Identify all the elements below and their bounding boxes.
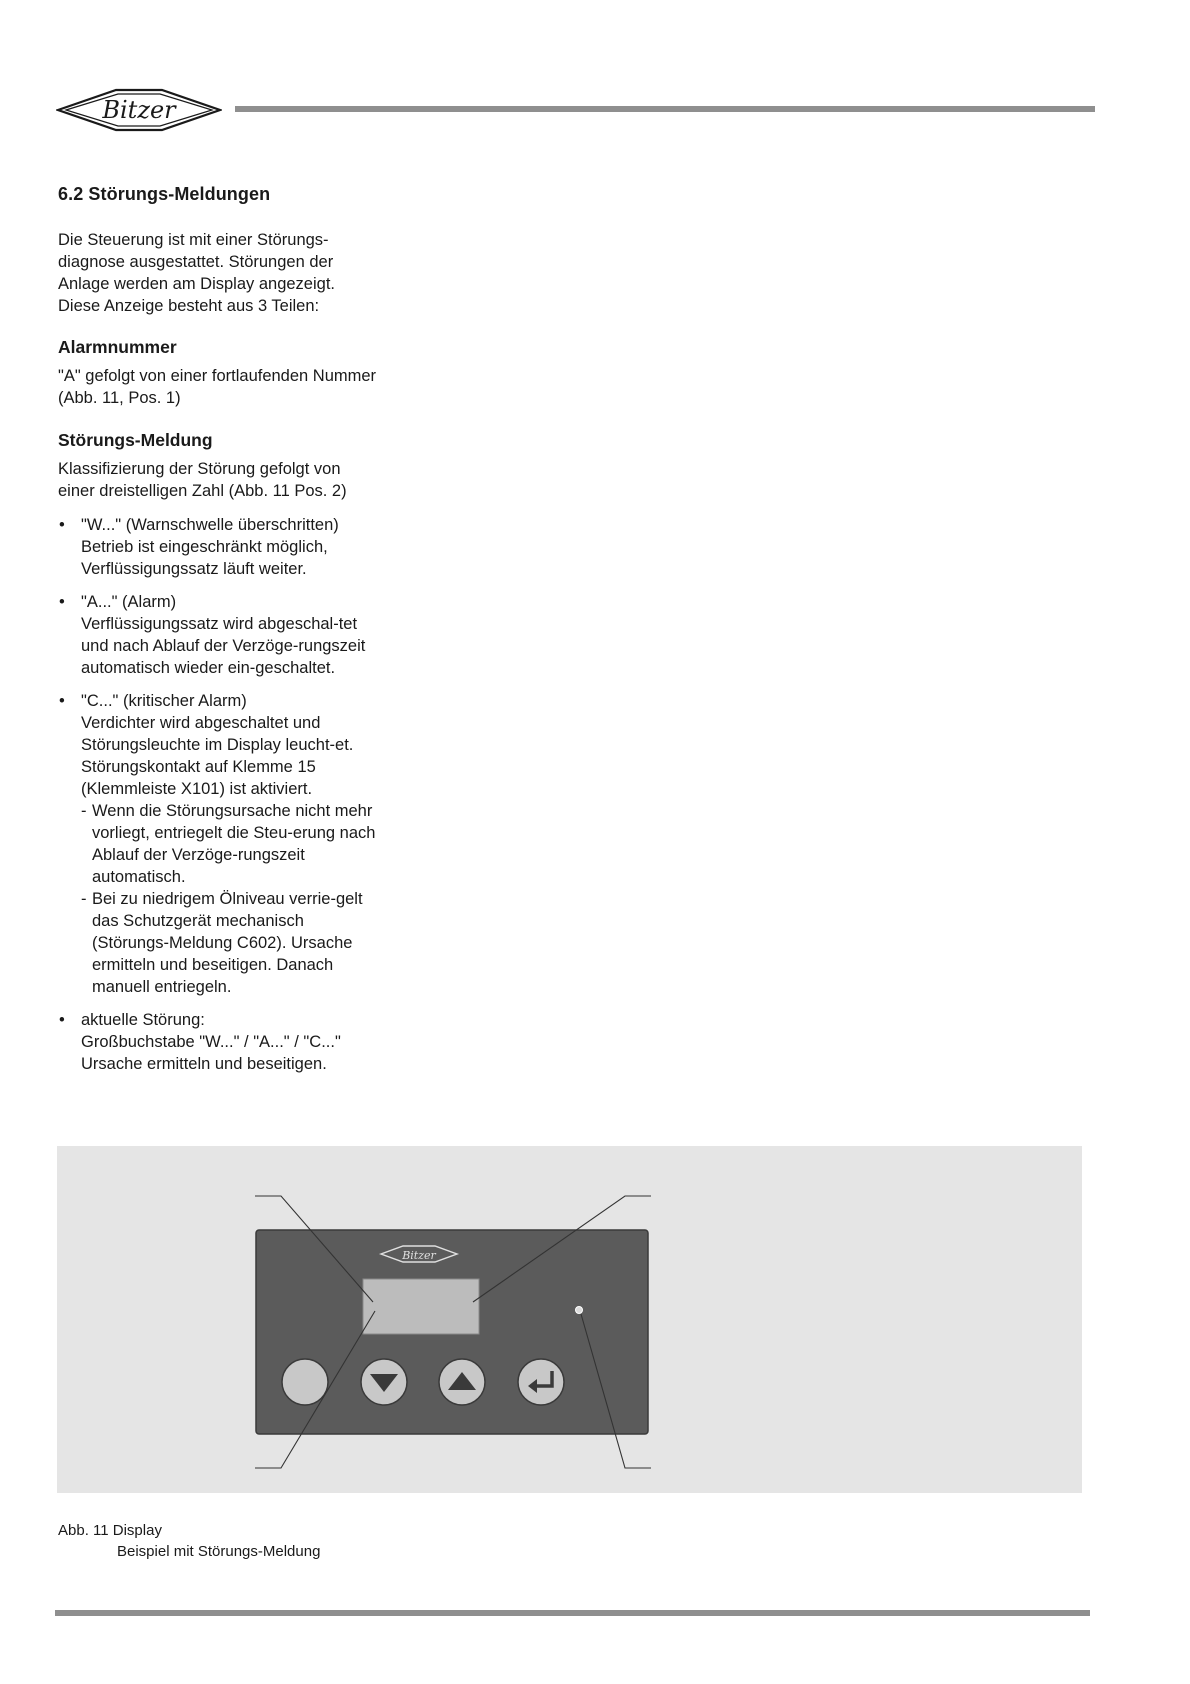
alarmnummer-text: "A" gefolgt von einer fortlaufenden Nummer (Abb. 11, Pos. 1)	[58, 367, 377, 407]
caption-line-2: Beispiel mit Störungs-Meldung	[117, 1543, 321, 1560]
bullet-label: • "A..." (Alarm)	[81, 593, 177, 611]
list-item	[58, 690, 378, 998]
alarmnummer-block	[58, 337, 378, 409]
sub-list-item: - Wenn die Störungsursache nicht mehr vorliegt, entriegelt die Steu-erung nach Ablauf der Verzöge-rungszeit automatisch.	[81, 800, 378, 888]
down-arrow-button[interactable]	[361, 1359, 407, 1405]
section-title: 6.2 Störungs-Meldungen	[58, 184, 271, 204]
stoerungs-meldung-heading: Störungs-Meldung	[58, 430, 213, 450]
classification-list	[58, 514, 378, 1075]
blank-button[interactable]	[282, 1359, 328, 1405]
lcd-screen	[363, 1279, 479, 1334]
bullet-label: • "W..." (Warnschwelle überschritten)	[81, 516, 339, 534]
stoerungs-meldung-block	[58, 430, 378, 1075]
device-logo-text: Bitzer	[402, 1249, 436, 1262]
footer-rule	[55, 1610, 1090, 1616]
up-arrow-button[interactable]	[439, 1359, 485, 1405]
list-item	[58, 591, 378, 679]
alarmnummer-heading: Alarmnummer	[58, 337, 177, 357]
bullet-label: • "C..." (kritischer Alarm)	[81, 692, 247, 710]
list-item	[58, 514, 378, 580]
figure-panel	[57, 1146, 1082, 1493]
intro-paragraph: Die Steuerung ist mit einer Störungs-diagnose ausgestattet. Störungen der Anlage werden am Display angezeigt. Diese Anzeige besteht aus 3 Teilen:	[58, 231, 335, 315]
enter-button[interactable]	[518, 1359, 564, 1405]
bullet-text: Betrieb ist eingeschränkt möglich, Verflüssigungssatz läuft weiter.	[81, 538, 328, 578]
status-led	[576, 1307, 583, 1314]
stoerungs-meldung-text: Klassifizierung der Störung gefolgt von einer dreistelligen Zahl (Abb. 11 Pos. 2)	[58, 460, 347, 500]
header-rule	[235, 106, 1095, 112]
sub-list-item: - Bei zu niedrigem Ölniveau verrie-gelt das Schutzgerät mechanisch (Störungs-Meldung C602). Ursache ermitteln und beseitigen. Danach manuell entriegeln.	[81, 888, 378, 998]
bullet-text: Verflüssigungssatz wird abgeschal-tet und nach Ablauf der Verzöge-rungszeit automatisch wieder ein-geschaltet.	[81, 615, 366, 677]
bullet-label: • aktuelle Störung:	[81, 1011, 205, 1029]
caption-line-1: Abb. 11 Display	[58, 1522, 162, 1539]
bullet-text: Verdichter wird abgeschaltet und Störungsleuchte im Display leucht-et. Störungskontakt auf Klemme 15 (Klemmleiste X101) ist aktiviert.	[81, 714, 354, 798]
sub-list	[81, 800, 378, 998]
logo-text: Bitzer	[102, 96, 176, 124]
display-illustration	[57, 1146, 1082, 1493]
text-column	[58, 184, 378, 1086]
list-item	[58, 1009, 378, 1075]
figure-caption	[58, 1520, 320, 1562]
bitzer-logo	[56, 82, 222, 138]
bullet-text: Großbuchstabe "W..." / "A..." / "C..." Ursache ermitteln und beseitigen.	[81, 1033, 341, 1073]
